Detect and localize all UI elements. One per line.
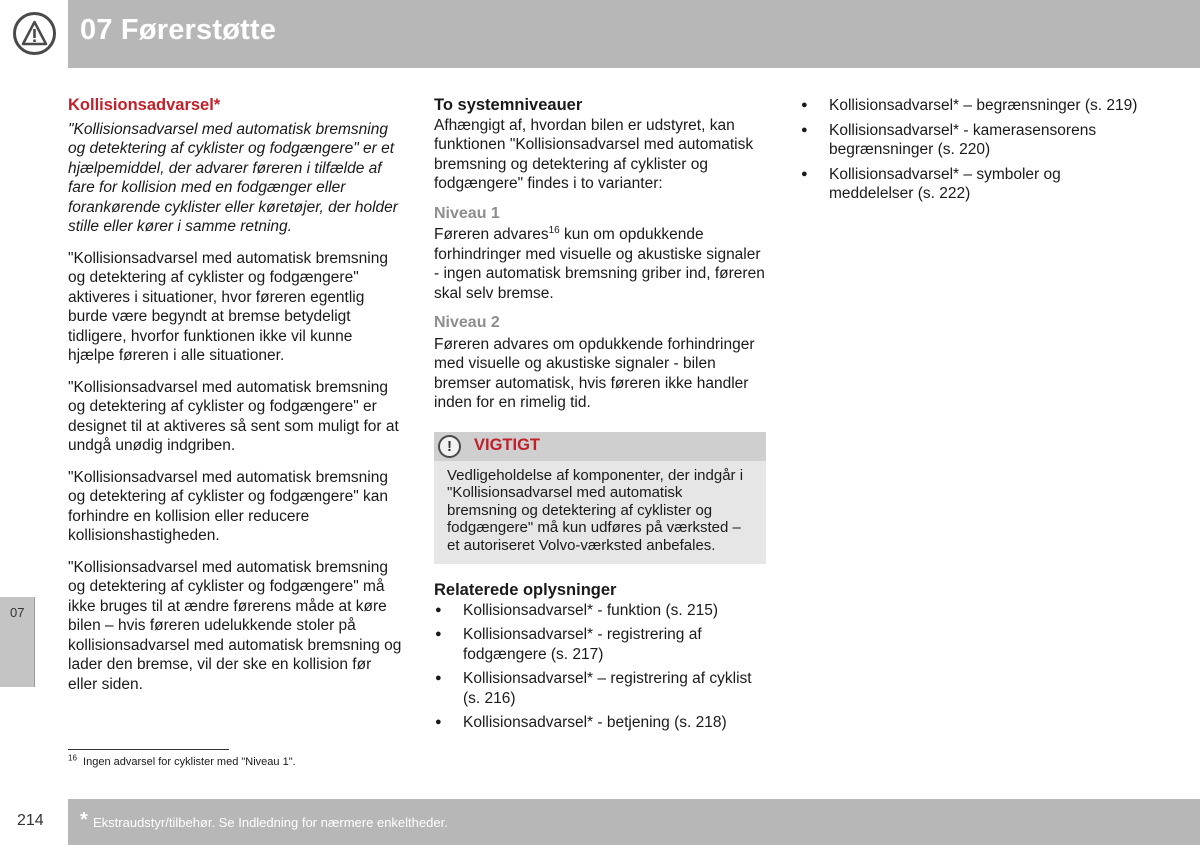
column-3 <box>800 96 1140 209</box>
level-1-text-a: Føreren advares <box>434 226 549 243</box>
related-link[interactable]: ● Kollisionsadvarsel* – registrering af cyklist (s. 216) <box>434 669 768 708</box>
footnote <box>68 753 296 768</box>
footnote-text: Ingen advarsel for cyklister med "Niveau 1". <box>83 756 296 768</box>
page-number-box <box>0 799 68 845</box>
related-list <box>434 601 768 733</box>
paragraph: "Kollisionsadvarsel med automatisk bremsning og detektering af cyklister og fodgængere" aktiveres i situationer, hvor føreren egentlig burde være begyndt at bremse betydeligt tidligere, hvorfor funktionen ikke vil kunne hjælpe føreren i alle situationer. <box>68 249 388 364</box>
related-link[interactable]: ● Kollisionsadvarsel* – begrænsninger (s. 219) <box>800 96 1140 116</box>
system-levels-heading: To systemniveauer <box>434 96 583 114</box>
column-2 <box>434 96 768 738</box>
related-info-heading: Relaterede oplysninger <box>434 581 617 599</box>
paragraph: "Kollisionsadvarsel med automatisk bremsning og detektering af cyklister og fodgængere" er designet til at aktiveres så sent som muligt for at undgå unødig indgriben. <box>68 378 399 454</box>
level-1-text-b: kun om opdukkende forhindringer med visuelle og akustiske signaler - ingen automatisk bremsning griber ind, føreren skal selv bremse. <box>434 226 765 302</box>
exclamation-icon: ! <box>438 435 461 458</box>
system-levels-intro: Afhængigt af, hvordan bilen er udstyret, kan funktionen "Kollisionsadvarsel med automatisk bremsning og detektering af cyklister og fodgængere" findes i to varianter: <box>434 116 754 192</box>
important-text: Vedligeholdelse af komponenter, der indgår i "Kollisionsadvarsel med automatisk bremsning og detektering af cyklister og fodgængere" må kun udføres på værksted – et autoriseret Volvo-værksted anbefales. <box>447 466 744 554</box>
paragraph: "Kollisionsadvarsel med automatisk bremsning og detektering af cyklister og fodgængere" må ikke bruges til at ændre førerens måde at køre bilen – hvis føreren udelukkende stoler på kollisionsadvarsel med automatisk bremsning og lader den bremse, vil der ske en kollision før eller siden. <box>68 558 402 693</box>
chapter-title: 07 Førerstøtte <box>80 14 277 46</box>
related-list-continued <box>800 96 1140 204</box>
related-link[interactable]: ● Kollisionsadvarsel* - kamerasensorens begrænsninger (s. 220) <box>800 121 1140 160</box>
warning-triangle-icon <box>13 12 56 55</box>
level-1-title: Niveau 1 <box>434 204 500 222</box>
page-footer <box>0 799 1200 845</box>
column-1 <box>68 96 403 706</box>
level-2-title: Niveau 2 <box>434 314 500 331</box>
chapter-header <box>0 0 1200 68</box>
footer-note: Ekstraudstyr/tilbehør. Se Indledning for nærmere enkeltheder. <box>93 815 448 830</box>
related-link[interactable]: ● Kollisionsadvarsel* - registrering af fodgængere (s. 217) <box>434 625 768 664</box>
section-intro: "Kollisionsadvarsel med automatisk bremsning og detektering af cyklister og fodgængere" er et hjælpemiddel, der advarer føreren i tilfælde af fare for kollision med en fodgænger eller forankørende cyklister eller køretøjer, der holder stille eller kører i samme retning. <box>68 120 398 235</box>
asterisk-mark: * <box>80 809 88 831</box>
related-link[interactable]: ● Kollisionsadvarsel* – symboler og meddelelser (s. 222) <box>800 165 1140 204</box>
level-2-text: Føreren advares om opdukkende forhindringer med visuelle og akustiske signaler - bilen bremser automatisk, hvis føreren ikke handler inden for en rimelig tid. <box>434 335 755 411</box>
footnote-number: 16 <box>68 753 77 763</box>
footnote-ref[interactable]: 16 <box>548 224 560 236</box>
related-link[interactable]: ● Kollisionsadvarsel* - betjening (s. 218) <box>434 713 768 733</box>
header-icon-tab <box>0 0 68 68</box>
footnote-rule <box>68 749 229 750</box>
important-title: VIGTIGT <box>474 435 540 454</box>
side-chapter-tab <box>0 597 35 687</box>
paragraph: "Kollisionsadvarsel med automatisk bremsning og detektering af cyklister og fodgængere" kan forhindre en kollision eller reducere kollisionshastigheden. <box>68 468 388 544</box>
page-number: 214 <box>17 812 44 829</box>
important-box-header <box>434 432 766 461</box>
important-box <box>434 432 766 565</box>
level-1-text <box>434 225 768 303</box>
related-link[interactable]: ● Kollisionsadvarsel* - funktion (s. 215) <box>434 601 768 621</box>
side-chapter-label: 07 <box>10 605 25 620</box>
section-title: Kollisionsadvarsel* <box>68 96 221 114</box>
